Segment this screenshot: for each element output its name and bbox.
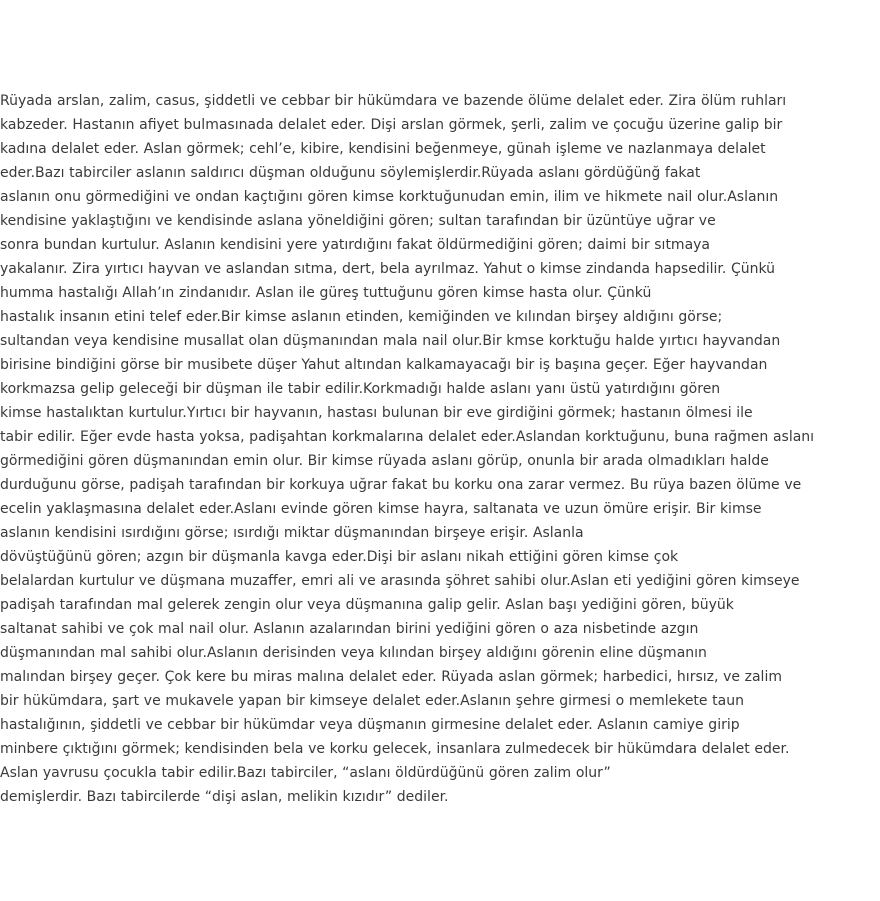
text-line: Rüyada arslan, zalim, casus, şiddetli ve cebbar bir hükümdara ve bazende ölüme delalet eder. Zira ölüm ruhları — [0, 93, 787, 109]
text-line: kadına delalet eder. Aslan görmek; cehl’e, kibire, kendisini beğenmeye, günah işleme ve nazlanmaya delalet — [0, 141, 766, 157]
text-line: saltanat sahibi ve çok mal nail olur. Aslanın azalarından birini yediğini gören o aza nisbetinde azgın — [0, 621, 699, 637]
text-line: aslanın kendisini ısırdığını görse; ısırdığı miktar düşmanından birşeye erişir. Aslanla — [0, 525, 584, 541]
text-line: sultandan veya kendisine musallat olan düşmanından mala nail olur.Bir kmse korktuğu halde yırtıcı hayvandan — [0, 333, 781, 349]
text-line: belalardan kurtulur ve düşmana muzaffer, emri ali ve arasında şöhret sahibi olur.Aslan eti yediğini gören kimseye — [0, 573, 800, 589]
text-line: aslanın onu görmediğini ve ondan kaçtığını gören kimse korktuğunudan emin, ilim ve hikmete nail olur.Aslanın — [0, 189, 779, 205]
text-line: malından birşey geçer. Çok kere bu miras malına delalet eder. Rüyada aslan görmek; harbedici, hırsız, ve zalim — [0, 669, 782, 685]
text-line: düşmanından mal sahibi olur.Aslanın derisinden veya kılından birşey aldığını görenin eline düşmanın — [0, 645, 707, 661]
text-line: minbere çıktığını görmek; kendisinden bela ve korku gelecek, insanlara zulmedecek bir hükümdara delalet eder. — [0, 741, 790, 757]
text-line: kabzeder. Hastanın afiyet bulmasınada delalet eder. Dişi arslan görmek, şerli, zalim ve çocuğu üzerine galip bir — [0, 117, 783, 133]
text-line: durduğunu görse, padişah tarafından bir korkuya uğrar fakat bu korku ona zarar vermez. Bu rüya bazen ölüme ve — [0, 477, 802, 493]
text-line: hastalık insanın etini telef eder.Bir kimse aslanın etinden, kemiğinden ve kılından birşey aldığını görse; — [0, 309, 723, 325]
text-line: dövüştüğünü gören; azgın bir düşmanla kavga eder.Dişi bir aslanı nikah ettiğini gören kimse çok — [0, 549, 679, 565]
text-line: ecelin yaklaşmasına delalet eder.Aslanı evinde gören kimse hayra, saltanata ve uzun ömüre erişir. Bir kimse — [0, 501, 762, 517]
text-line: demişlerdir. Bazı tabircilerde “dişi aslan, melikin kızıdır” dediler. — [0, 789, 449, 805]
text-line: padişah tarafından mal gelerek zengin olur veya düşmanına galip gelir. Aslan başı yediğini gören, büyük — [0, 597, 734, 613]
text-line: yakalanır. Zira yırtıcı hayvan ve aslandan sıtma, dert, bela ayrılmaz. Yahut o kimse zindanda hapsedilir. Çünkü — [0, 261, 776, 277]
text-line: eder.Bazı tabirciler aslanın saldırıcı düşman olduğunu söylemişlerdir.Rüyada aslanı gördüğünğ fakat — [0, 165, 701, 181]
text-line: kendisine yaklaştığını ve kendisinde aslana yöneldiğini gören; sultan tarafından bir üzüntüye uğrar ve — [0, 213, 716, 229]
text-line: kimse hastalıktan kurtulur.Yırtıcı bir hayvanın, hastası bulunan bir eve girdiğini görmek; hastanın ölmesi ile — [0, 405, 753, 421]
text-line: görmediğini gören düşmanından emin olur. Bir kimse rüyada aslanı görüp, onunla bir arada olmadıkları halde — [0, 453, 769, 469]
text-line: bir hükümdara, şart ve mukavele yapan bir kimseye delalet eder.Aslanın şehre girmesi o memlekete taun — [0, 693, 744, 709]
text-line: Aslan yavrusu çocukla tabir edilir.Bazı tabirciler, “aslanı öldürdüğünü gören zalim olur” — [0, 765, 611, 781]
text-line: birisine bindiğini görse bir musibete düşer Yahut altından kalkamayacağı bir iş başına geçer. Eğer hayvandan — [0, 357, 768, 373]
text-line: tabir edilir. Eğer evde hasta yoksa, padişahtan korkmalarına delalet eder.Aslandan korktuğunu, buna rağmen aslanı — [0, 429, 815, 445]
text-line: humma hastalığı Allah’ın zindanıdır. Aslan ile güreş tuttuğunu gören kimse hasta olur. Çünkü — [0, 285, 652, 301]
text-line: korkmazsa gelip geleceği bir düşman ile tabir edilir.Korkmadığı halde aslanı yanı üstü yatırdığını gören — [0, 381, 721, 397]
article-body — [0, 89, 880, 809]
text-line: hastalığının, şiddetli ve cebbar bir hükümdar veya düşmanın girmesine delalet eder. Aslanın camiye girip — [0, 717, 740, 733]
text-line: sonra bundan kurtulur. Aslanın kendisini yere yatırdığını fakat öldürmediğini gören; daimi bir sıtmaya — [0, 237, 711, 253]
